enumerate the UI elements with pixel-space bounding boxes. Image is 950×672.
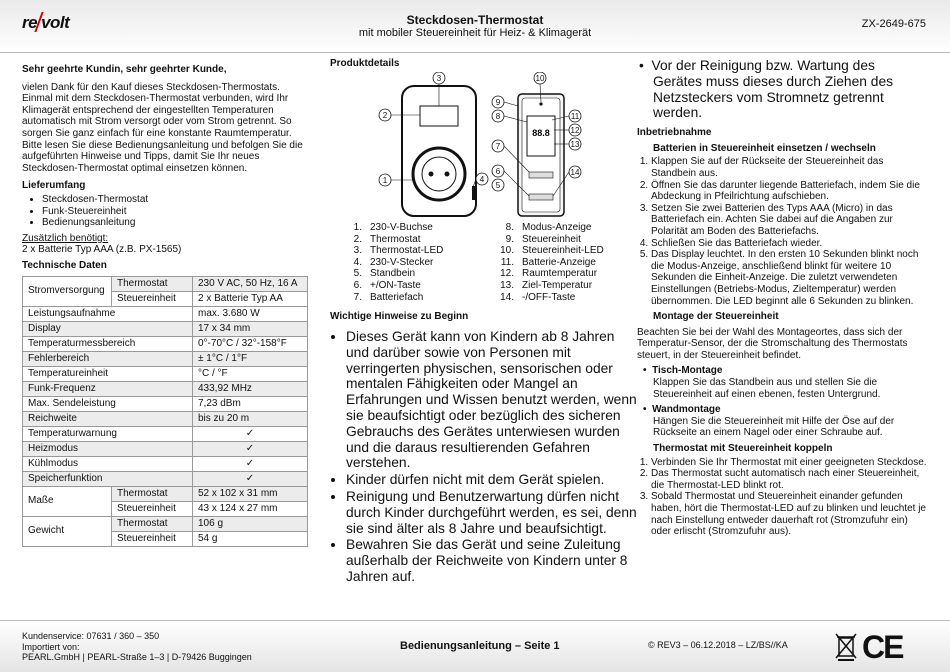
- table-cell: Heizmodus: [23, 441, 193, 456]
- table-cell: 230 V AC, 50 Hz, 16 A: [193, 276, 308, 291]
- callout-12: 12: [570, 126, 580, 135]
- callout-1: 1: [382, 176, 388, 185]
- callout-10: 10: [535, 74, 545, 83]
- callout-13: 13: [570, 140, 580, 149]
- list-item: [334, 257, 614, 269]
- part-number: 2.: [353, 233, 362, 245]
- list-item: [334, 245, 614, 257]
- cleaning-note: • Vor der Reinigung bzw. Wartung des Gerätes muss dieses durch Ziehen des Netzsteckers vom Stromnetz getrennt werden.: [639, 58, 894, 121]
- table-cell: Temperaturwarnung: [23, 426, 193, 441]
- checkmark-icon: ✓: [193, 441, 308, 456]
- part-number: 10.: [500, 245, 514, 257]
- mount-heading: Montage der Steuereinheit: [653, 311, 779, 323]
- scope-list: [22, 194, 308, 229]
- table-cell: Temperaturmessbereich: [23, 336, 193, 351]
- table-row: [23, 411, 308, 426]
- safety-list: [330, 329, 638, 586]
- table-row: [23, 351, 308, 366]
- list-item: • Reinigung und Benutzerwartung dürfen nicht durch Kinder durchgeführt werden, es sei, denn sie sind älter als 8 Jahre und beaufsichtigt.: [346, 489, 638, 536]
- mount-intro: Beachten Sie bei der Wahl des Montageortes, dass sich der Temperatur-Sensor, der die Stromschaltung des Thermostats steuert, in der Steuereinheit befindet.: [637, 326, 908, 361]
- table-cell: Funk-Frequenz: [23, 381, 193, 396]
- scope-item: • Funk-Steuereinheit: [42, 206, 308, 218]
- cleaning-note-text: Vor der Reinigung bzw. Wartung des Gerätes muss dieses durch Ziehen des Netzsteckers vom Stromnetz getrennt werden.: [651, 58, 894, 121]
- part-number: 13.: [500, 279, 514, 291]
- table-row: [23, 306, 308, 321]
- part-name: Steuereinheit: [522, 233, 581, 245]
- table-row: [23, 441, 308, 456]
- list-item: 2. Öffnen Sie das darunter liegende Batteriefach, indem Sie die Abdeckung in Pfeilrichtung aufschieben.: [651, 180, 927, 203]
- list-item: • Dieses Gerät kann von Kindern ab 8 Jahren und darüber sowie von Personen mit verringerten physischen, sensorischen oder mentalen Fähigkeiten oder Mangel an Erfahrungen und Wissen benutzt werden, wenn sie beaufsichtigt oder bezüglich des sicheren Gebrauchs des Gerätes unterwiesen wurden und die daraus resultierenden Gefahren verstehen.: [346, 329, 638, 471]
- page-footer: [0, 620, 950, 672]
- table-cell: 2 x Batterie Typ AA: [193, 291, 308, 306]
- part-number: 3.: [353, 245, 362, 257]
- table-cell: Thermostat: [112, 276, 193, 291]
- callout-2: 2: [382, 111, 388, 120]
- scope-heading: Lieferumfang: [22, 180, 86, 192]
- thermostat-plug-drawing: [402, 86, 477, 216]
- parts-list: [334, 222, 614, 303]
- table-row: [23, 486, 308, 501]
- part-name: Batteriefach: [370, 291, 424, 303]
- table-row: [23, 381, 308, 396]
- table-cell: 7,23 dBm: [193, 396, 308, 411]
- checkmark-icon: ✓: [193, 456, 308, 471]
- product-diagram: [330, 72, 620, 232]
- table-row: [23, 516, 308, 531]
- list-item: [334, 222, 614, 234]
- part-number: 5.: [353, 268, 362, 280]
- safety-heading: Wichtige Hinweise zu Beginn: [330, 311, 469, 322]
- ce-mark-icon: CE: [862, 629, 903, 665]
- callout-7: 7: [495, 142, 501, 151]
- table-cell: Temperatureinheit: [23, 366, 193, 381]
- list-item: 4. Schließen Sie das Batteriefach wieder.: [651, 238, 927, 250]
- part-name: Ziel-Temperatur: [522, 279, 593, 291]
- table-row: [23, 471, 308, 486]
- greeting: Sehr geehrte Kundin, sehr geehrter Kunde,: [22, 64, 227, 75]
- wall-mount-text: Hängen Sie die Steuereinheit mit Hilfe der Öse auf der Rückseite an einem Nagel oder einer Schraube auf.: [653, 415, 895, 439]
- brand-logo: re volt: [22, 13, 70, 32]
- wall-mount-heading: Wandmontage: [652, 404, 721, 416]
- list-item: [334, 268, 614, 280]
- table-cell: Speicherfunktion: [23, 471, 193, 486]
- tech-heading: Technische Daten: [22, 259, 107, 271]
- list-item: 5. Das Display leuchtet. In den ersten 10 Sekunden blinkt noch die Modus-Anzeige, anschließend blinkt für weitere 10 Sekunden die Einheit-Anzeige. Die zuletzt verwendeten Einstellungen (Betriebs-Modus, Zieltemperatur) werden übernommen. Die LED beginnt alle 6 Sekunden zu blinken.: [651, 249, 927, 307]
- part-name: 230-V-Stecker: [370, 256, 434, 268]
- table-mount-item: • Tisch-Montage: [643, 365, 723, 377]
- part-name: Steuereinheit-LED: [522, 245, 604, 257]
- part-number: 14.: [500, 291, 514, 303]
- table-cell: ± 1°C / 1°F: [193, 351, 308, 366]
- scope-item: • Bedienungsanleitung: [42, 217, 308, 229]
- table-cell: max. 3.680 W: [193, 306, 308, 321]
- importer-address: PEARL.GmbH | PEARL-Straße 1–3 | D-79426 Buggingen: [22, 652, 252, 662]
- document-subtitle: mit mobiler Steuereinheit für Heiz- & Klimagerät: [358, 27, 592, 39]
- extra-text: 2 x Batterie Typ AAA (z.B. PX-1565): [22, 244, 182, 256]
- table-mount-text: Klappen Sie das Standbein aus und stellen Sie die Steuereinheit auf einen ebenen, festen Untergrund.: [653, 377, 881, 400]
- part-name: Thermostat-LED: [370, 245, 444, 257]
- part-number: 11.: [500, 256, 514, 268]
- document-title: Steckdosen-Thermostat: [406, 13, 544, 27]
- wall-mount-item: • Wandmontage: [643, 404, 721, 416]
- table-row: [23, 396, 308, 411]
- list-item: 3. Sobald Thermostat und Steuereinheit einander gefunden haben, hört die Thermostat-LED auf zu blinken und leuchtet je nach Einstellung entweder dauerhaft rot (Stromzufuhr ein) oder erlischt (Stromzufuhr aus).: [651, 491, 927, 537]
- remote-control-drawing: [518, 94, 564, 216]
- table-cell: 0°-70°C / 32°-158°F: [193, 336, 308, 351]
- table-row: [23, 336, 308, 351]
- table-cell: 52 x 102 x 31 mm: [193, 486, 308, 501]
- list-item: • Kinder dürfen nicht mit dem Gerät spielen.: [346, 472, 638, 488]
- table-cell: 106 g: [193, 516, 308, 531]
- part-name: Modus-Anzeige: [522, 222, 592, 233]
- pair-steps: [637, 457, 927, 538]
- table-cell: Stromversorgung: [23, 276, 112, 306]
- footer-contact: [22, 631, 252, 663]
- battery-steps: [637, 156, 927, 307]
- lcd-readout: 88.8: [532, 128, 550, 138]
- service-phone: Kundenservice: 07631 / 360 – 350: [22, 631, 160, 641]
- revision-info: © REV3 – 06.12.2018 – LZ/BS//KA: [648, 640, 788, 650]
- callout-9: 9: [495, 98, 501, 107]
- part-name: -/OFF-Taste: [522, 291, 576, 303]
- start-heading: Inbetriebnahme: [637, 127, 712, 139]
- part-number: 4.: [353, 256, 362, 268]
- table-row: [23, 426, 308, 441]
- table-cell: Steuereinheit: [112, 501, 193, 516]
- part-number: 8.: [505, 222, 514, 233]
- list-item: 1. Klappen Sie auf der Rückseite der Steuereinheit das Standbein aus.: [651, 156, 927, 179]
- part-name: Raumtemperatur: [522, 268, 598, 280]
- callout-8: 8: [495, 112, 501, 121]
- list-item: [334, 292, 614, 304]
- table-cell: Steuereinheit: [112, 291, 193, 306]
- pair-heading: Thermostat mit Steuereinheit koppeln: [653, 443, 833, 455]
- extra-heading: Zusätzlich benötigt:: [22, 232, 109, 244]
- part-number: 9.: [505, 233, 514, 245]
- table-cell: Reichweite: [23, 411, 193, 426]
- table-row: [23, 321, 308, 336]
- intro-text: vielen Dank für den Kauf dieses Steckdosen-Thermostats. Einmal mit dem Steckdosen-Thermostat verbunden, wird Ihr Klimagerät entsprechend der eingestellten Temperaturen automatisch mit Strom versorgt oder vom Strom getrennt. So sorgen Sie ganz einfach für eine konstante Raumtemperatur. Bitte lesen Sie diese Bedienungsanleitung und befolgen Sie die aufgeführten Hinweise und Tipps, damit Sie Ihr neues Steckdosen-Thermostat optimal einsetzen können.: [22, 81, 303, 174]
- part-name: Thermostat: [370, 233, 421, 245]
- product-code: ZX-2649-675: [861, 18, 926, 30]
- product-details-heading: Produktdetails: [330, 58, 400, 69]
- table-cell: Gewicht: [23, 516, 112, 546]
- column-left: [22, 64, 308, 547]
- table-cell: Fehlerbereich: [23, 351, 193, 366]
- checkmark-icon: ✓: [193, 471, 308, 486]
- table-cell: Thermostat: [112, 486, 193, 501]
- part-name: 230-V-Buchse: [370, 222, 433, 233]
- part-number: 1.: [353, 222, 362, 233]
- column-right: [637, 58, 927, 542]
- part-number: 6.: [353, 279, 362, 291]
- table-cell: Maße: [23, 486, 112, 516]
- list-item: [334, 234, 614, 246]
- table-cell: 433,92 MHz: [193, 381, 308, 396]
- callout-14: 14: [570, 168, 580, 177]
- list-item: [334, 280, 614, 292]
- part-name: +/ON-Taste: [370, 279, 421, 291]
- list-item: • Bewahren Sie das Gerät und seine Zuleitung außerhalb der Reichweite von Kindern unter 8 Jahren auf.: [346, 537, 638, 584]
- part-number: 7.: [353, 291, 362, 303]
- column-middle: [330, 58, 637, 584]
- callout-4: 4: [479, 175, 485, 184]
- table-cell: Thermostat: [112, 516, 193, 531]
- tech-table: [22, 276, 308, 547]
- scope-item: • Steckdosen-Thermostat: [42, 194, 308, 206]
- table-cell: 43 x 124 x 27 mm: [193, 501, 308, 516]
- part-number: 12.: [500, 268, 514, 280]
- page-number: Bedienungsanleitung – Seite 1: [400, 640, 560, 652]
- table-cell: Kühlmodus: [23, 456, 193, 471]
- battery-heading: Batterien in Steuereinheit einsetzen / wechseln: [653, 142, 876, 154]
- callout-3: 3: [436, 74, 442, 83]
- callout-5: 5: [495, 181, 501, 190]
- waste-bin-icon: [834, 630, 858, 662]
- table-row: [23, 276, 308, 291]
- checkmark-icon: ✓: [193, 426, 308, 441]
- list-item: 1. Verbinden Sie Ihr Thermostat mit einer geeigneten Steckdose.: [651, 457, 927, 469]
- list-item: 2. Das Thermostat sucht automatisch nach einer Steuereinheit, die Thermostat-LED blinkt rot.: [651, 468, 927, 491]
- table-cell: °C / °F: [193, 366, 308, 381]
- table-cell: 54 g: [193, 531, 308, 546]
- page-header: [0, 0, 950, 53]
- table-row: [23, 456, 308, 471]
- table-cell: 17 x 34 mm: [193, 321, 308, 336]
- table-mount-heading: Tisch-Montage: [652, 365, 723, 377]
- part-name: Standbein: [370, 268, 416, 280]
- table-cell: Max. Sendeleistung: [23, 396, 193, 411]
- table-cell: Leistungsaufnahme: [23, 306, 193, 321]
- list-item: 3. Setzen Sie zwei Batterien des Typs AAA (Micro) in das Batteriefach ein. Achten Sie dabei auf die Angaben zur Polarität am Boden des Batteriefachs.: [651, 203, 927, 238]
- table-cell: Steuereinheit: [112, 531, 193, 546]
- part-name: Batterie-Anzeige: [522, 256, 596, 268]
- importer-label: Importiert von:: [22, 641, 80, 652]
- callout-6: 6: [495, 167, 501, 176]
- table-row: [23, 366, 308, 381]
- table-cell: Display: [23, 321, 193, 336]
- callout-11: 11: [570, 112, 580, 121]
- table-cell: bis zu 20 m: [193, 411, 308, 426]
